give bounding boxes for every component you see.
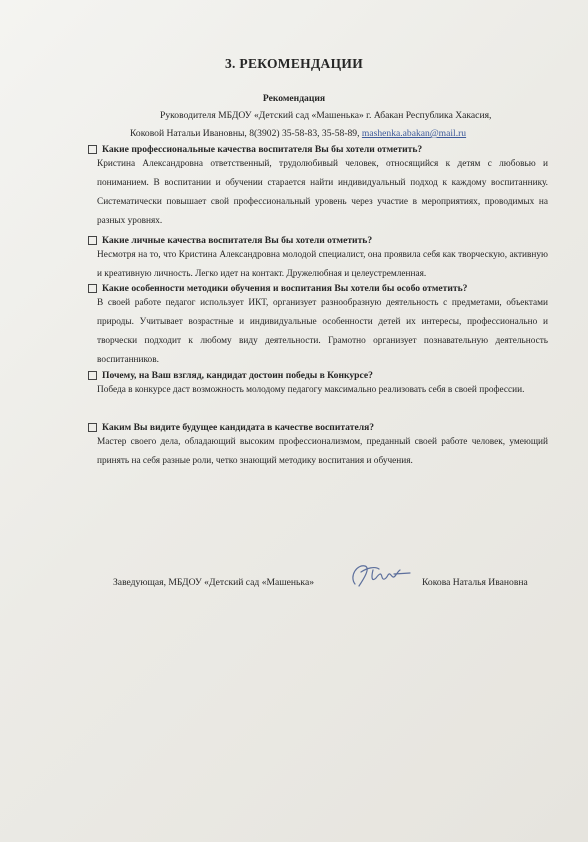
checkbox-icon (88, 371, 97, 380)
question-5 (88, 422, 548, 433)
answer-4: Победа в конкурсе даст возможность молодому педагогу максимально реализовать себя в своей профессии. (97, 385, 525, 395)
section-2 (88, 235, 548, 284)
section-1 (88, 144, 548, 231)
question-text: Почему, на Ваш взгляд, кандидат достоин победы в Конкурсе? (102, 370, 373, 381)
answer-3: В своей работе педагог использует ИКТ, организует разнообразную деятельность с предметами, объектами природы. Учитывает возрастные и индивидуальные особенности детей их интересы, профессионально и творчески подходит к любому виду деятельности. Грамотно организует познавательную деятельность воспитанников. (97, 298, 548, 365)
question-2 (88, 235, 548, 246)
question-text: Какие особенности методики обучения и воспитания Вы хотели бы особо отметить? (102, 283, 468, 294)
answer-1: Кристина Александровна ответственный, трудолюбивый человек, относящийся к детям с любовью и пониманием. В воспитании и обучении старается найти индивидуальный подход к каждому воспитаннику. Систематически повышает свой профессиональный уровень через участие в мероприятиях, проводимых на разных уровнях. (97, 159, 548, 226)
checkbox-icon (88, 423, 97, 432)
question-text: Какие профессиональные качества воспитателя Вы бы хотели отметить? (102, 144, 423, 155)
section-5 (88, 422, 548, 471)
contact-info: Коковой Натальи Ивановны, 8(3902) 35-58-83, 35-58-89, (130, 128, 362, 139)
address-line-1: Руководителя МБДОУ «Детский сад «Машенька» г. Абакан Республика Хакасия, (160, 110, 492, 121)
answer-5: Мастер своего дела, обладающий высоким профессионализмом, преданный своей работе человек, умеющий принять на себя разные роли, четко знающий методику воспитания и обучения. (97, 437, 548, 466)
email-link[interactable]: mashenka.abakan@mail.ru (361, 128, 467, 139)
question-1 (88, 144, 548, 155)
question-3 (88, 283, 548, 294)
checkbox-icon (88, 236, 97, 245)
signatory-position: Заведующая, МБДОУ «Детский сад «Машенька» (113, 577, 315, 588)
section-3 (88, 283, 548, 370)
document-subtitle: Рекомендация (262, 93, 326, 104)
checkbox-icon (88, 145, 97, 154)
answer-2: Несмотря на то, что Кристина Александровна молодой специалист, она проявила себя как творческую, активную и креативную личность. Легко идет на контакт. Дружелюбная и целеустремленная. (97, 250, 548, 279)
question-4 (88, 370, 548, 381)
checkbox-icon (88, 284, 97, 293)
address-line-2 (130, 128, 570, 139)
question-text: Каким Вы видите будущее кандидата в качестве воспитателя? (102, 422, 375, 433)
question-text: Какие личные качества воспитателя Вы бы хотели отметить? (102, 235, 373, 246)
section-4 (88, 370, 548, 400)
page-title: 3. РЕКОМЕНДАЦИИ (225, 56, 363, 71)
signature-image (345, 560, 415, 592)
signatory-name: Кокова Наталья Ивановна (422, 577, 528, 588)
